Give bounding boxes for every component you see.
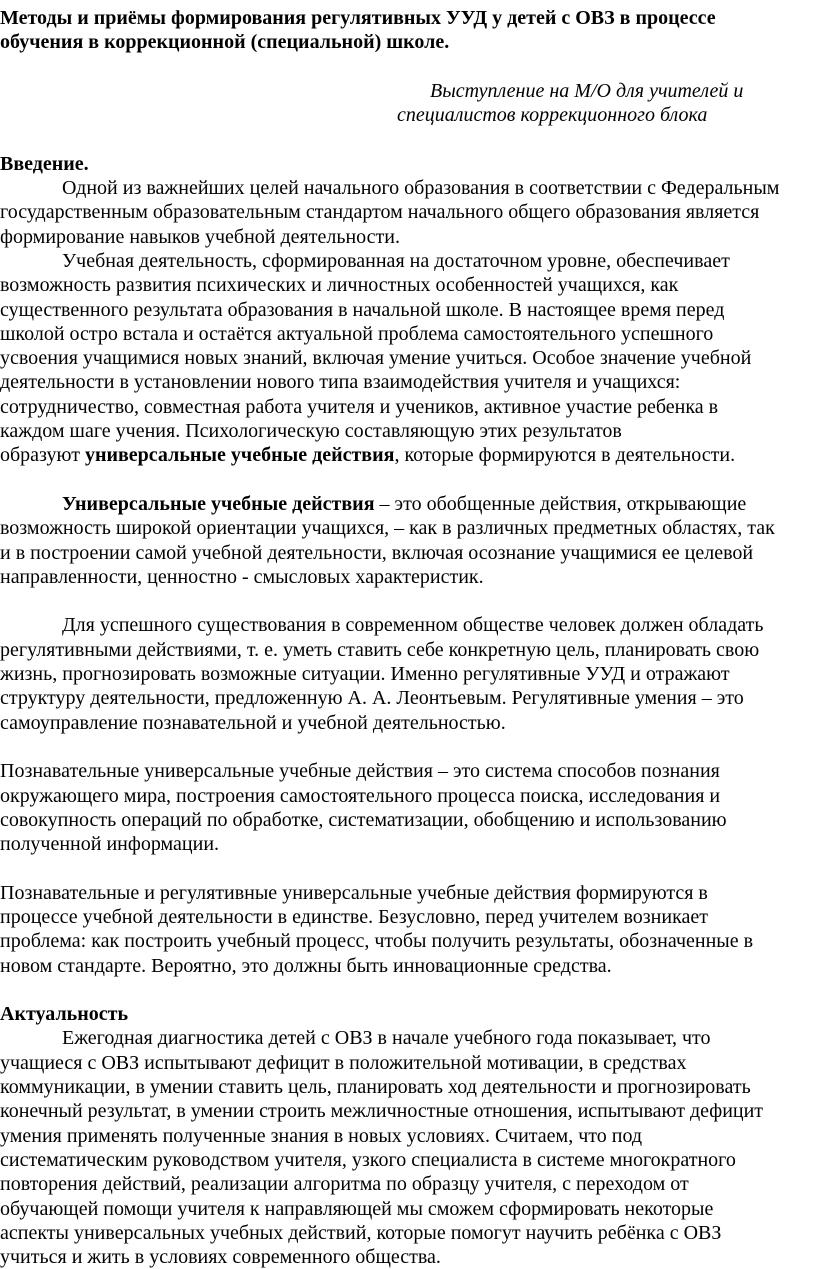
text-line (0, 516, 816, 540)
blank-line (0, 856, 816, 880)
text-line (0, 686, 816, 710)
bold-text: Универсальные учебные действия (62, 492, 375, 515)
text-line (0, 929, 816, 953)
text-segment: формирование навыков учебной деятельности. (0, 225, 400, 248)
text-line (0, 1148, 816, 1172)
text-segment: новом стандарте. Вероятно, это должны быть инновационные средства. (0, 954, 612, 977)
blank-line (0, 468, 816, 492)
text-line (0, 1075, 816, 1099)
text-segment: учащиеся с ОВЗ испытывают дефицит в положительной мотивации, в средствах (0, 1051, 687, 1074)
text-segment: аспекты универсальных учебных действий, которые помогут научить ребёнка с ОВЗ (0, 1221, 722, 1244)
bold-text: обучения в коррекционной (специальной) школе. (0, 31, 450, 54)
text-segment: образуют (0, 444, 85, 467)
bold-text: универсальные учебные действия (84, 444, 395, 467)
text-segment: самоуправление познавательной и учебной деятельностью. (0, 711, 506, 734)
text-segment: конечный результат, в умении строить межличностные отношения, испытывают дефицит (0, 1100, 764, 1123)
text-segment: направленности, ценностно - смысловых характеристик. (0, 565, 484, 588)
text-line (0, 6, 816, 30)
text-segment: возможность широкой ориентации учащихся, – как в различных предметных областях, так (0, 517, 775, 540)
text-line (0, 152, 816, 176)
blank-line (0, 589, 816, 613)
text-segment: Ежегодная диагностика детей с ОВЗ в начале учебного года показывает, что (62, 1027, 711, 1050)
text-segment: специалистов коррекционного блока (397, 104, 708, 127)
text-segment: каждом шаге учения. Психологическую составляющую этих результатов (0, 420, 622, 443)
text-line (0, 322, 816, 346)
text-segment: Познавательные и регулятивные универсальные учебные действия формируются в (0, 881, 708, 904)
text-line (0, 638, 816, 662)
text-line (0, 200, 816, 224)
blank-line (0, 55, 816, 79)
bold-text: Введение. (0, 152, 89, 175)
text-segment: учиться и жить в условиях современного общества. (0, 1246, 441, 1269)
text-segment: , которые формируются в деятельности. (394, 444, 736, 467)
text-segment: совокупность операций по обработке, систематизации, обобщению и использованию (0, 808, 727, 831)
text-segment: структуру деятельности, предложенную А. А. Леонтьевым. Регулятивные умения – это (0, 687, 744, 710)
blank-line (0, 978, 816, 1002)
text-segment: Одной из важнейших целей начального образования в соответствии с Федеральным (62, 177, 780, 200)
text-line (0, 711, 816, 735)
text-segment: повторения действий, реализации алгоритма по образцу учителя, с переходом от (0, 1173, 689, 1196)
text-segment: систематическим руководством учителя, узкого специалиста в системе многократного (0, 1148, 736, 1171)
text-line (0, 565, 816, 589)
text-line (0, 1026, 816, 1050)
text-line (0, 832, 816, 856)
text-line (0, 1172, 816, 1196)
text-line (0, 808, 816, 832)
text-segment: Для успешного существования в современном обществе человек должен обладать (62, 614, 764, 637)
text-line (0, 662, 816, 686)
text-segment: Выступление на М/О для учителей и (430, 79, 744, 102)
text-line (0, 176, 816, 200)
text-segment: школой остро встала и остаётся актуальной проблема самостоятельного успешного (0, 322, 714, 345)
text-line (0, 249, 816, 273)
text-line (0, 30, 816, 54)
text-segment: деятельности в установлении нового типа взаимодействия учителя и учащихся: (0, 371, 681, 394)
text-line (0, 443, 816, 467)
text-segment: усвоения учащимися новых знаний, включая умение учиться. Особое значение учебной (0, 347, 752, 370)
text-segment: возможность развития психических и личностных особенностей учащихся, как (0, 274, 679, 297)
text-line (0, 298, 816, 322)
text-segment: регулятивными действиями, т. е. уметь ставить себе конкретную цель, планировать свою (0, 638, 760, 661)
text-line (0, 395, 816, 419)
bold-text: Методы и приёмы формирования регулятивных УУД у детей с ОВЗ в процессе (0, 7, 716, 29)
text-segment: окружающего мира, построения самостоятельного процесса поиска, исследования и (0, 784, 721, 807)
text-segment: – это обобщенные действия, открывающие (374, 492, 747, 515)
text-line (0, 419, 816, 443)
blank-line (0, 127, 816, 151)
text-segment: полученной информации. (0, 833, 220, 856)
text-segment: Учебная деятельность, сформированная на достаточном уровне, обеспечивает (62, 249, 730, 272)
text-segment: жизнь, прогнозировать возможные ситуации. Именно регулятивные УУД и отражают (0, 663, 730, 686)
text-line (0, 1245, 816, 1269)
text-segment: обучающей помощи учителя к направляющей мы сможем сформировать некоторые (0, 1197, 714, 1220)
text-line (0, 905, 816, 929)
bold-text: Актуальность (0, 1003, 129, 1026)
text-line (0, 759, 816, 783)
text-line (0, 613, 816, 637)
text-line (0, 346, 816, 370)
text-segment: коммуникации, в умении ставить цель, планировать ход деятельности и прогнозировать (0, 1076, 751, 1099)
text-line (0, 1221, 816, 1245)
text-line (0, 1197, 816, 1221)
text-segment: сотрудничество, совместная работа учителя и учеников, активное участие ребенка в (0, 395, 719, 418)
text-line (0, 1051, 816, 1075)
text-segment: существенного результата образования в начальной школе. В настоящее время перед (0, 298, 725, 321)
text-line (0, 1099, 816, 1123)
text-segment: государственным образовательным стандартом начального общего образования является (0, 201, 760, 224)
text-segment: процессе учебной деятельности в единстве. Безусловно, перед учителем возникает (0, 905, 708, 928)
blank-line (0, 735, 816, 759)
text-line (0, 1002, 816, 1026)
text-line (0, 79, 816, 103)
text-line (0, 225, 816, 249)
document-page (0, 6, 816, 1269)
text-line (0, 784, 816, 808)
text-line (0, 954, 816, 978)
text-line (0, 1124, 816, 1148)
text-segment: умения применять полученные знания в новых условиях. Считаем, что под (0, 1124, 643, 1147)
text-line (0, 881, 816, 905)
text-segment: Познавательные универсальные учебные действия – это система способов познания (0, 760, 720, 783)
text-line (0, 273, 816, 297)
text-line (0, 541, 816, 565)
text-segment: и в построении самой учебной деятельности, включая осознание учащимися ее целевой (0, 541, 754, 564)
text-line (0, 492, 816, 516)
text-segment: проблема: как построить учебный процесс, чтобы получить результаты, обозначенные в (0, 930, 754, 953)
text-line (0, 103, 816, 127)
text-line (0, 370, 816, 394)
